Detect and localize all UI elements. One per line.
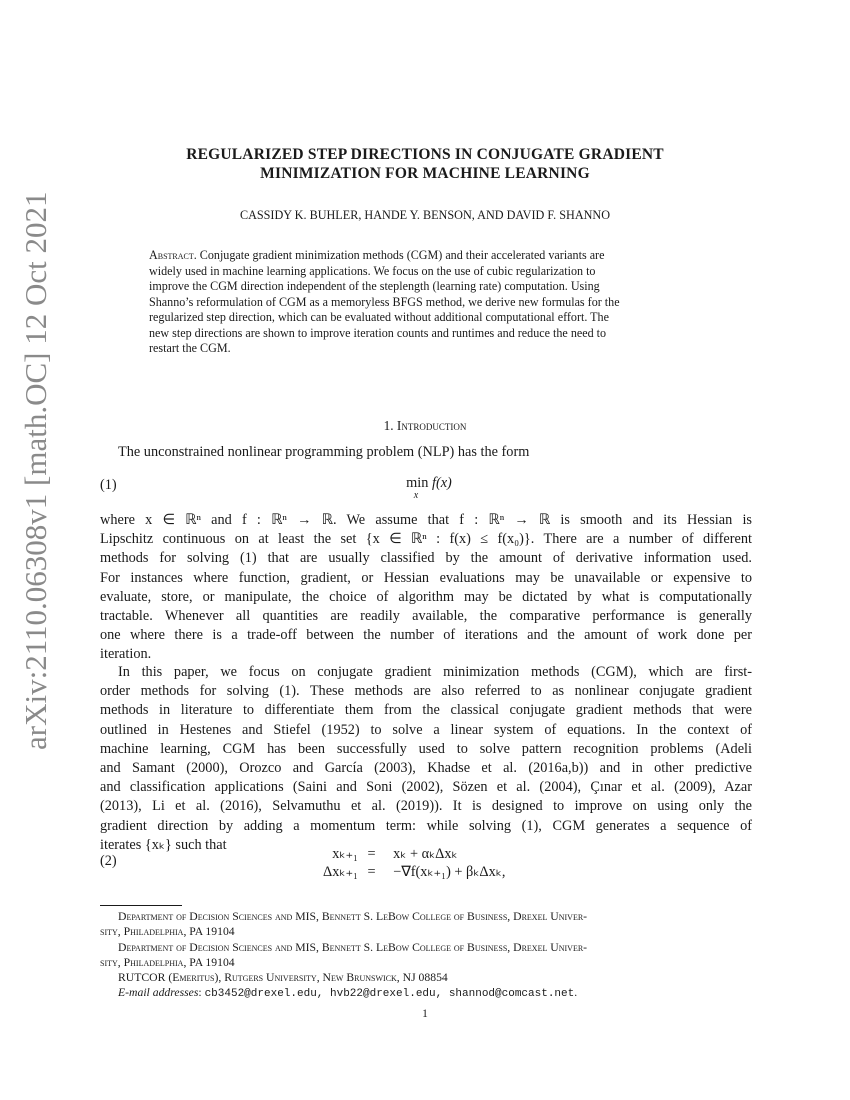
intro-lead (100, 443, 752, 462)
equation-equals: = (367, 846, 376, 862)
equation-2-row (258, 846, 458, 863)
abstract-line: new step directions are shown to improve iteration counts and runtimes and reduce the need to (149, 325, 607, 340)
equation-lhs: Δxₖ₊₁ (323, 864, 358, 880)
text-line: The unconstrained nonlinear programming problem (NLP) has the form (118, 444, 530, 460)
equation-equals: = (367, 864, 376, 880)
abstract-line (149, 248, 701, 264)
min-subscript: x (413, 490, 419, 501)
text-line: methods in literature to differentiate them from the classical conjugate gradient methods that were (100, 702, 752, 719)
footnote-rule (100, 905, 182, 906)
abstract-line: improve the CGM direction independent of the steplength (learning rate) computation. Using (149, 279, 600, 293)
text-line: iterates {xₖ} such that (100, 836, 227, 853)
title-line: MINIMIZATION FOR MACHINE LEARNING (260, 165, 590, 182)
author-list: CASSIDY K. BUHLER, HANDE Y. BENSON, AND DAVID F. SHANNO (239, 208, 611, 222)
equation-number: (1) (100, 477, 117, 493)
abstract-line: regularized step direction, which can be evaluated without additional computational effort. The (149, 310, 609, 324)
arxiv-identifier: arXiv:2110.06308v1 [math.OC] 12 Oct 2021 (18, 191, 53, 750)
footnote-line: Department of Decision Sciences and MIS, Bennett S. LeBow College of Business, Drexel Univer- (118, 910, 588, 923)
abstract-label: Abstract. (149, 248, 197, 262)
text-line: gradient direction by adding a momentum term: while solving (1), CGM generates a sequence of (100, 817, 752, 834)
text-line: For instances where function, gradient, or Hessian evaluations may be unavailable or expensive to (100, 569, 752, 586)
paper-title (100, 145, 750, 183)
paragraph-1 (100, 511, 752, 665)
equation-expression: f(x) (428, 475, 452, 491)
text-line: one where there is a trade-off between the number of iterations and the amount of work done per (100, 627, 752, 644)
text-line: and Samant (2000), Orozco and García (2003), Khadse et al. (2016a,b)) and in other predictive (100, 760, 752, 777)
section-heading: 1. Introduction (383, 418, 467, 433)
text-line: (2013), Li et al. (2016), Selvamuthu et al. (2019)). It is designed to improve on using only the (100, 798, 752, 815)
text-line: and classification applications (Saini and Soni (2002), Sözen et al. (2004), Çınar et al. (2009), Azar (100, 779, 752, 796)
abstract-line: restart the CGM. (149, 341, 231, 355)
text-line: iteration. (100, 646, 152, 663)
text-line: order methods for solving (1). These methods are also referred to as nonlinear conjugate gradient (100, 683, 752, 700)
paragraph-2 (100, 663, 752, 855)
footnote-line: RUTCOR (Emeritus), Rutgers University, New Brunswick, NJ 08854 (118, 971, 448, 985)
equation-1 (399, 475, 459, 501)
text-line: machine learning, CGM has been successfully used to solve pattern recognition problems (Adeli (100, 740, 752, 757)
footnotes (100, 909, 752, 1003)
text-line: evaluate, store, or manipulate, the choice of algorithm may be dictated by what is computationally (100, 588, 752, 605)
text-line: Lipschitz continuous on at least the set {x ∈ ℝⁿ : f(x) ≤ f(x₀)}. There are a number of different (100, 531, 752, 548)
equation-number: (2) (100, 853, 117, 869)
equation-lhs: xₖ₊₁ (332, 846, 358, 862)
abstract-line: Shanno’s reformulation of CGM as a memoryless BFGS method, we derive new formulas for the (149, 294, 620, 309)
email-addresses: cb3452@drexel.edu, hvb22@drexel.edu, shannod@comcast.net (204, 988, 575, 1001)
footnote-line: sity, Philadelphia, PA 19104 (100, 925, 235, 939)
equation-2-row (258, 864, 505, 881)
page-number: 1 (422, 1008, 428, 1020)
footnote-line: E-mail addresses: cb3452@drexel.edu, hvb22@drexel.edu, shannod@comcast.net. (118, 986, 578, 1001)
abstract (149, 248, 701, 357)
equation-rhs: xₖ + αₖΔxₖ (393, 846, 458, 862)
email-label: E-mail addresses (118, 986, 199, 1000)
min-operator: min (406, 475, 429, 491)
text-line: tractable. Whenever all quantities are readily available, the comparative performance is generally (100, 608, 752, 625)
footnote-line: sity, Philadelphia, PA 19104 (100, 955, 235, 969)
title-line: REGULARIZED STEP DIRECTIONS IN CONJUGATE GRADIENT (186, 146, 664, 163)
footnote-line: Department of Decision Sciences and MIS, Bennett S. LeBow College of Business, Drexel Univer- (118, 940, 588, 954)
equation-rhs: −∇f(xₖ₊₁) + βₖΔxₖ, (393, 864, 506, 880)
text-line: In this paper, we focus on conjugate gradient minimization methods (CGM), which are first- (118, 664, 752, 680)
abstract-text: Conjugate gradient minimization methods (CGM) and their accelerated variants are (196, 248, 605, 262)
abstract-line: widely used in machine learning applications. We focus on the use of cubic regularization to (149, 263, 596, 278)
text-line: where x ∈ ℝⁿ and f : ℝⁿ → ℝ. We assume that f : ℝⁿ → ℝ is smooth and its Hessian is (100, 512, 752, 528)
text-line: outlined in Hestenes and Stiefel (1952) to solve a linear system of equations. In the context of (100, 721, 752, 738)
text-line: methods for solving (1) that are usually classified by the amount of derivative information used. (100, 550, 752, 567)
